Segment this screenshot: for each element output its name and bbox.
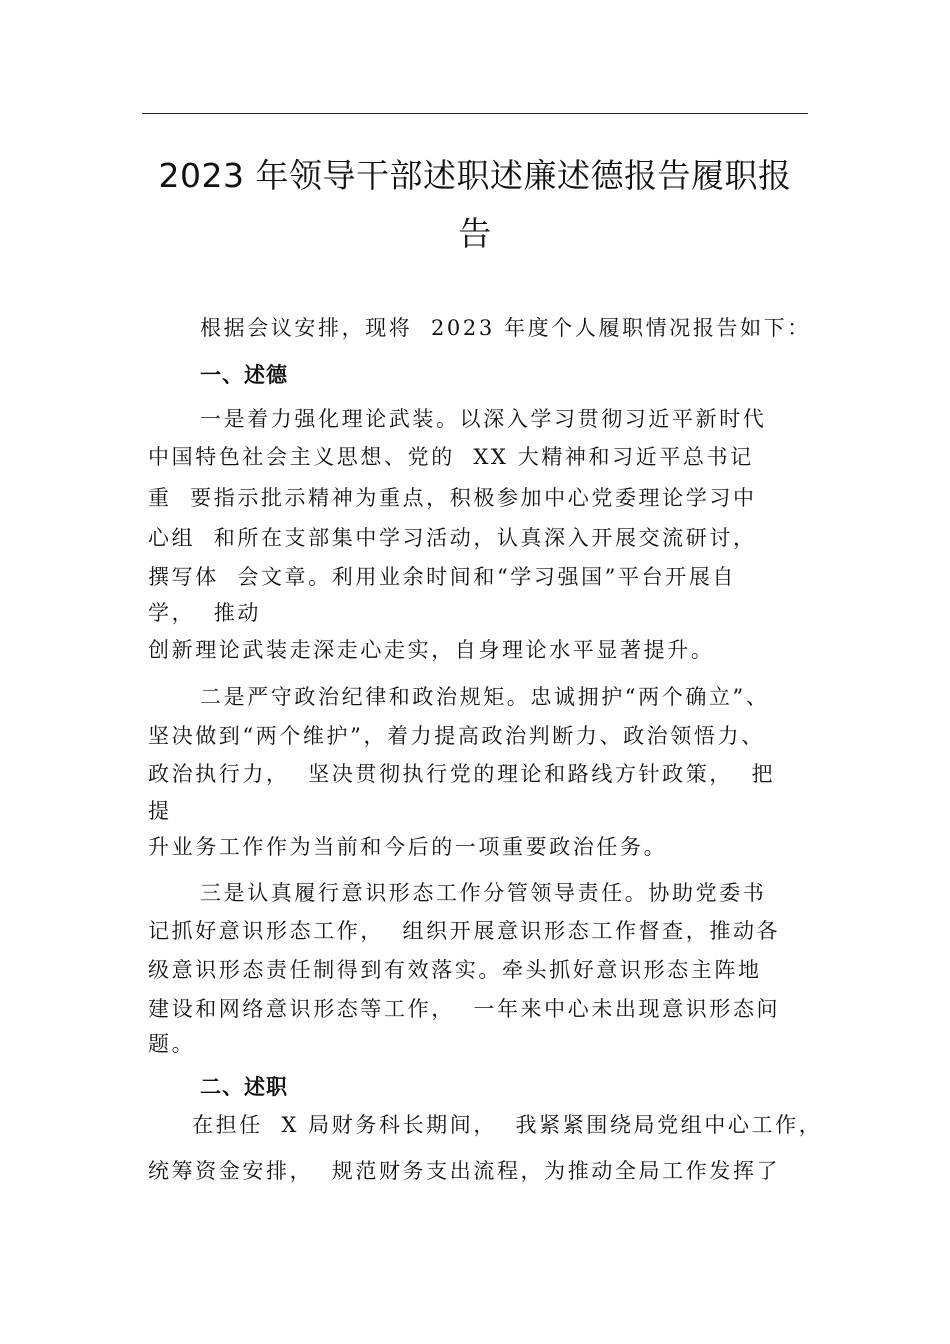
- document-title-line-2: 告: [458, 214, 492, 253]
- paragraph-2-line: 政治执行力， 坚决贯彻执行党的理论和路线方针政策， 把: [148, 762, 776, 786]
- paragraph-1-line: 学， 推动: [148, 601, 261, 625]
- paragraph-2-line: 升业务工作作为当前和今后的一项重要政治任务。: [148, 835, 668, 859]
- document-title-line-1: 2023 年领导干部述职述廉述德报告履职报: [158, 156, 792, 195]
- paragraph-1-line: 撰写体 会文章。利用业余时间和“学习强国”平台开展自: [148, 565, 737, 589]
- paragraph-4-line: 在担任 X 局财务科长期间， 我紧紧围绕局党组中心工作，: [192, 1113, 823, 1137]
- paragraph-1-line: 重 要指示批示精神为重点，积极参加中心党委理论学习中: [148, 486, 757, 510]
- header-rule: [142, 113, 808, 114]
- intro-paragraph: 根据会议安排，现将 2023 年度个人履职情况报告如下：: [200, 316, 811, 340]
- section-heading-1: 一、述德: [200, 363, 288, 387]
- paragraph-3-line: 题。: [148, 1032, 196, 1056]
- paragraph-3-line: 三是认真履行意识形态工作分管领导责任。协助党委书: [200, 881, 767, 905]
- paragraph-2-line: 提: [148, 799, 172, 823]
- paragraph-3-line: 级意识形态责任制得到有效落实。牵头抓好意识形态主阵地: [148, 958, 762, 982]
- paragraph-1-line: 一是着力强化理论武装。以深入学习贯彻习近平新时代: [200, 407, 767, 431]
- paragraph-3-line: 建设和网络意识形态等工作， 一年来中心未出现意识形态问: [148, 997, 781, 1021]
- paragraph-1-line: 创新理论武装走深走心走实，自身理论水平显著提升。: [148, 638, 715, 662]
- paragraph-1-line: 中国特色社会主义思想、党的 XX 大精神和习近平总书记: [148, 445, 754, 469]
- paragraph-3-line: 记抓好意识形态工作， 组织开展意识形态工作督查，推动各: [148, 919, 781, 943]
- paragraph-4-line: 统筹资金安排， 规范财务支出流程，为推动全局工作发挥了: [148, 1159, 781, 1183]
- section-heading-2: 二、述职: [200, 1075, 288, 1099]
- paragraph-2-line: 坚决做到“两个维护”，着力提高政治判断力、政治领悟力、: [148, 724, 765, 748]
- paragraph-2-line: 二是严守政治纪律和政治规矩。忠诚拥护“两个确立”、: [200, 685, 770, 709]
- paragraph-1-line: 心组 和所在支部集中学习活动，认真深入开展交流研讨，: [148, 526, 757, 550]
